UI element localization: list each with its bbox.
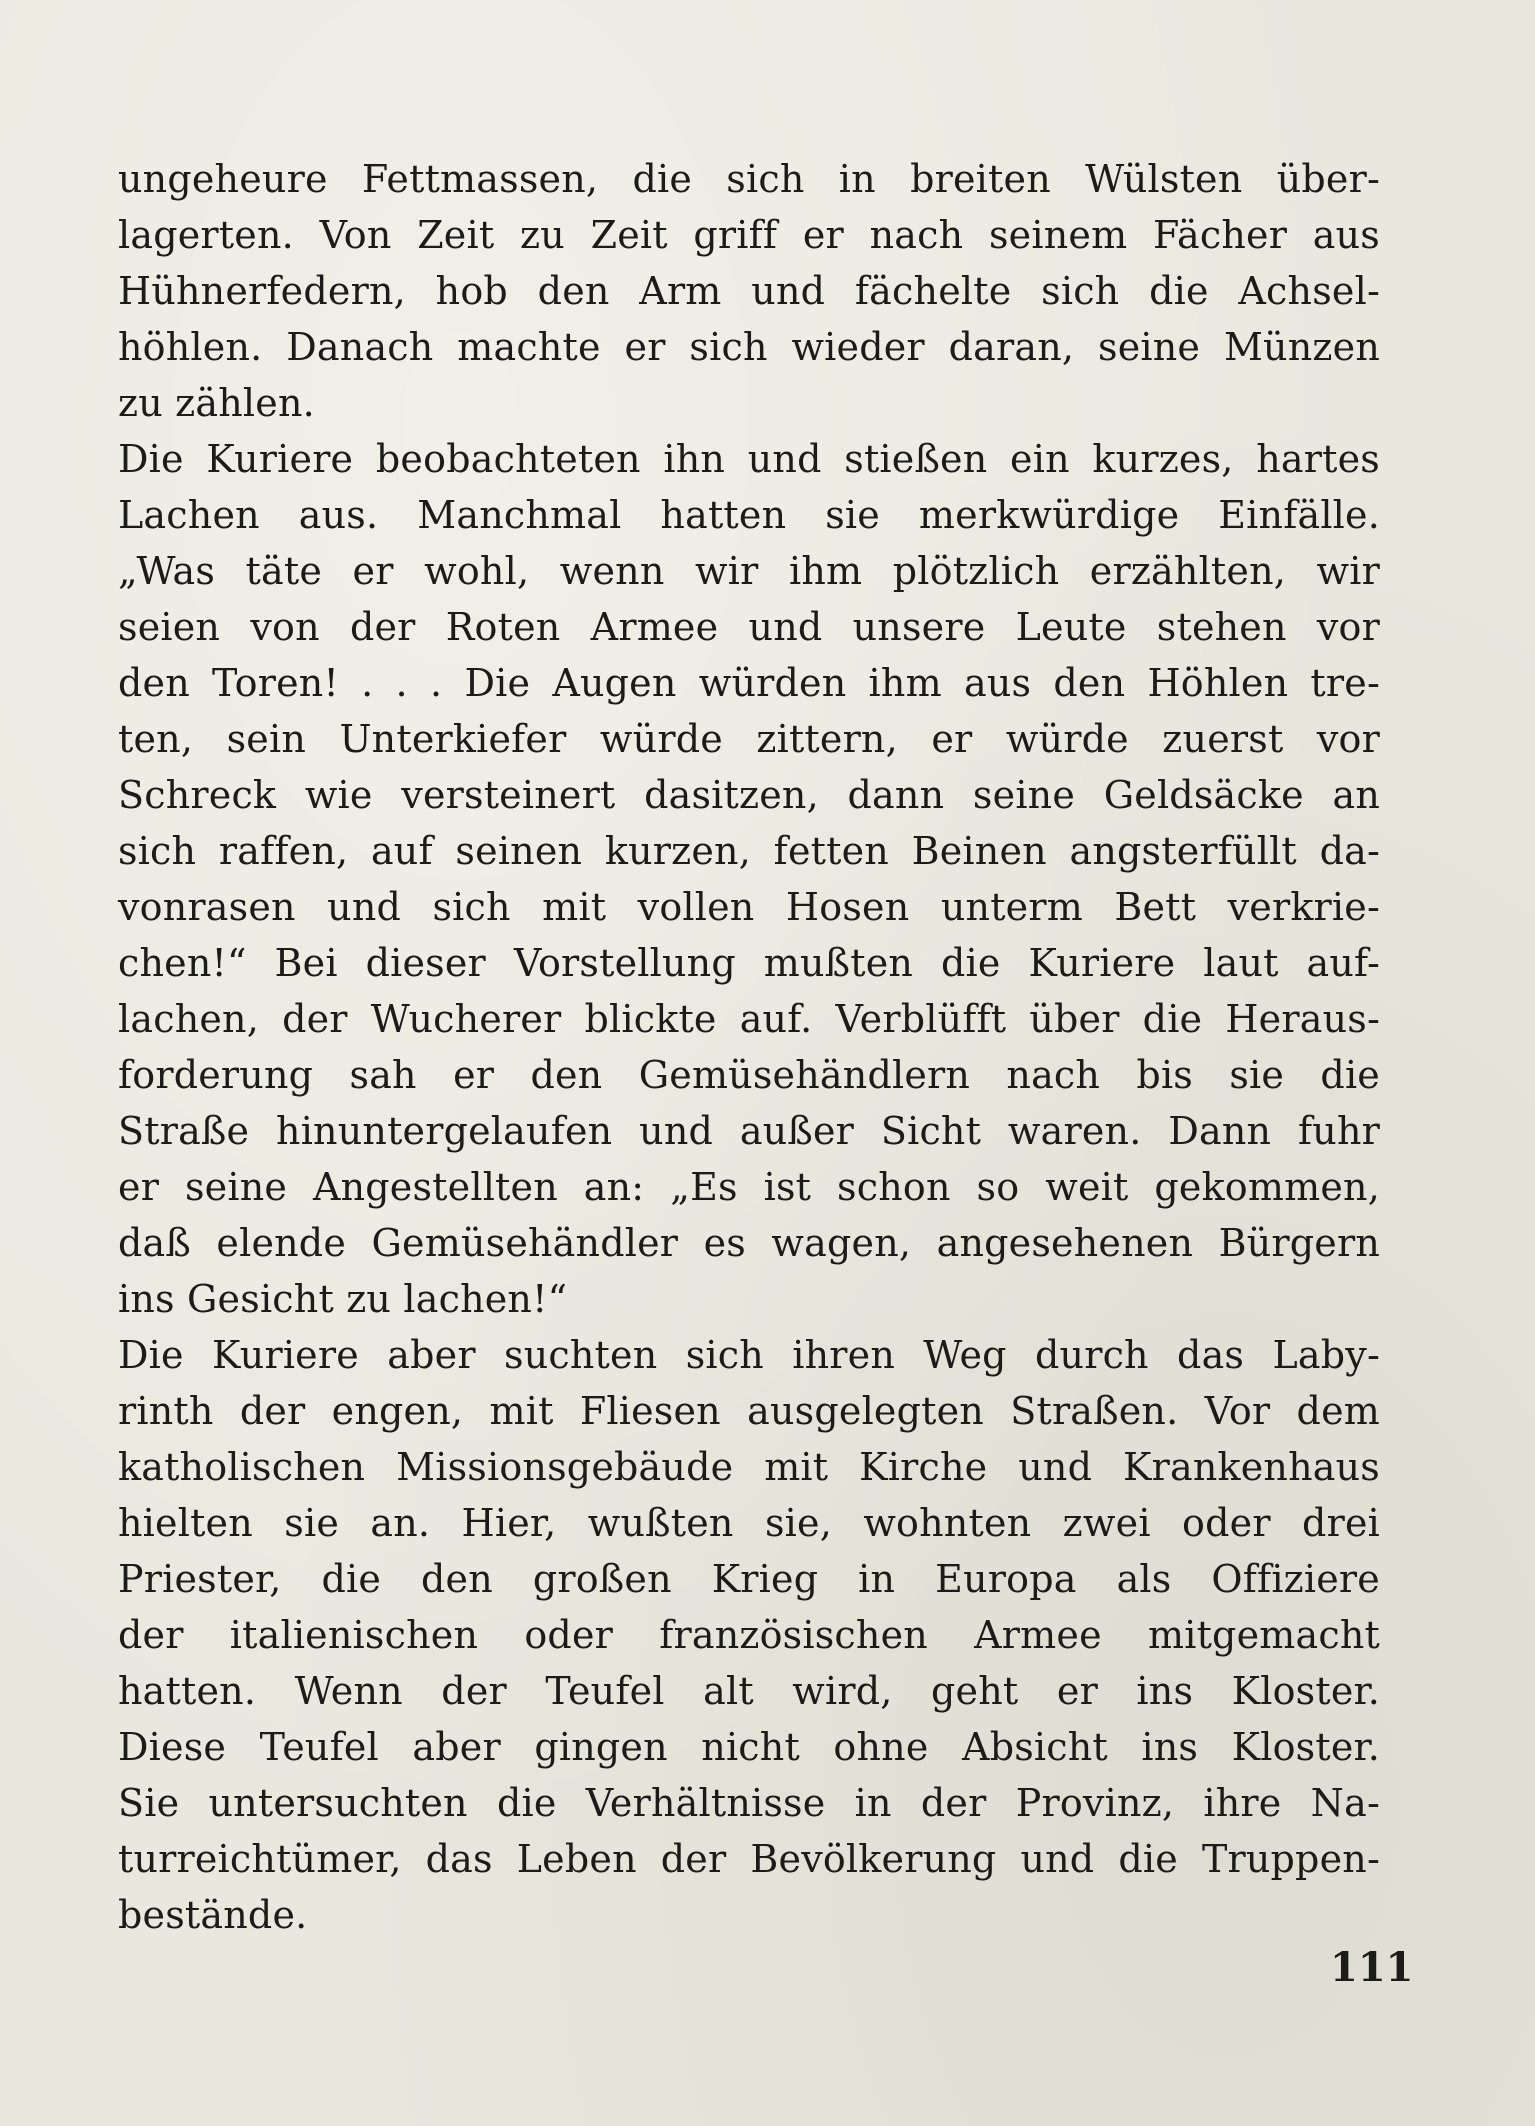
text-line: der italienischen oder französischen Armee mitgemacht — [118, 1613, 1380, 1657]
text-line: seien von der Roten Armee und unsere Leute stehen vor — [118, 605, 1380, 649]
text-line: hatten. Wenn der Teufel alt wird, geht er ins Kloster. — [118, 1669, 1380, 1713]
page-number: 111 — [1330, 1944, 1414, 1991]
text-line: ins Gesicht zu lachen!“ — [118, 1277, 568, 1321]
text-line: zu zählen. — [118, 381, 315, 425]
text-line: ten, sein Unterkiefer würde zittern, er würde zuerst vor — [118, 717, 1380, 761]
text-line: Lachen aus. Manchmal hatten sie merkwürdige Einfälle. — [118, 493, 1380, 537]
text-line: ungeheure Fettmassen, die sich in breiten Wülsten über- — [118, 157, 1380, 201]
text-line: Schreck wie versteinert dasitzen, dann seine Geldsäcke an — [118, 773, 1380, 817]
text-line: höhlen. Danach machte er sich wieder daran, seine Münzen — [118, 325, 1380, 369]
text-line: Straße hinuntergelaufen und außer Sicht waren. Dann fuhr — [118, 1109, 1380, 1153]
text-line: hielten sie an. Hier, wußten sie, wohnten zwei oder drei — [118, 1501, 1380, 1545]
text-line: daß elende Gemüsehändler es wagen, angesehenen Bürgern — [118, 1221, 1380, 1265]
text-line: vonrasen und sich mit vollen Hosen unterm Bett verkrie- — [118, 885, 1380, 929]
text-line: chen!“ Bei dieser Vorstellung mußten die Kuriere laut auf- — [118, 941, 1380, 985]
text-line: turreichtümer, das Leben der Bevölkerung und die Truppen- — [118, 1837, 1380, 1881]
text-line: lachen, der Wucherer blickte auf. Verblüfft über die Heraus- — [118, 997, 1380, 1041]
text-line: rinth der engen, mit Fliesen ausgelegten Straßen. Vor dem — [118, 1389, 1380, 1433]
text-line: sich raffen, auf seinen kurzen, fetten Beinen angsterfüllt da- — [118, 829, 1380, 873]
text-line: forderung sah er den Gemüsehändlern nach bis sie die — [118, 1053, 1380, 1097]
text-line: Diese Teufel aber gingen nicht ohne Absicht ins Kloster. — [118, 1725, 1380, 1769]
text-line: Sie untersuchten die Verhältnisse in der Provinz, ihre Na- — [118, 1781, 1380, 1825]
text-line: katholischen Missionsgebäude mit Kirche und Krankenhaus — [118, 1445, 1380, 1489]
text-line: er seine Angestellten an: „Es ist schon so weit gekommen, — [118, 1165, 1380, 1209]
text-line: Die Kuriere aber suchten sich ihren Weg durch das Laby- — [118, 1333, 1380, 1377]
text-line: den Toren! . . . Die Augen würden ihm aus den Höhlen tre- — [118, 661, 1380, 705]
text-line: bestände. — [118, 1893, 308, 1937]
text-line: Priester, die den großen Krieg in Europa als Offiziere — [118, 1557, 1380, 1601]
text-line: Hühnerfedern, hob den Arm und fächelte sich die Achsel- — [118, 269, 1380, 313]
text-line: lagerten. Von Zeit zu Zeit griff er nach seinem Fächer aus — [118, 213, 1380, 257]
text-line: Die Kuriere beobachteten ihn und stießen ein kurzes, hartes — [118, 437, 1380, 481]
body-text — [118, 151, 1380, 1943]
text-line: „Was täte er wohl, wenn wir ihm plötzlich erzählten, wir — [118, 549, 1380, 593]
